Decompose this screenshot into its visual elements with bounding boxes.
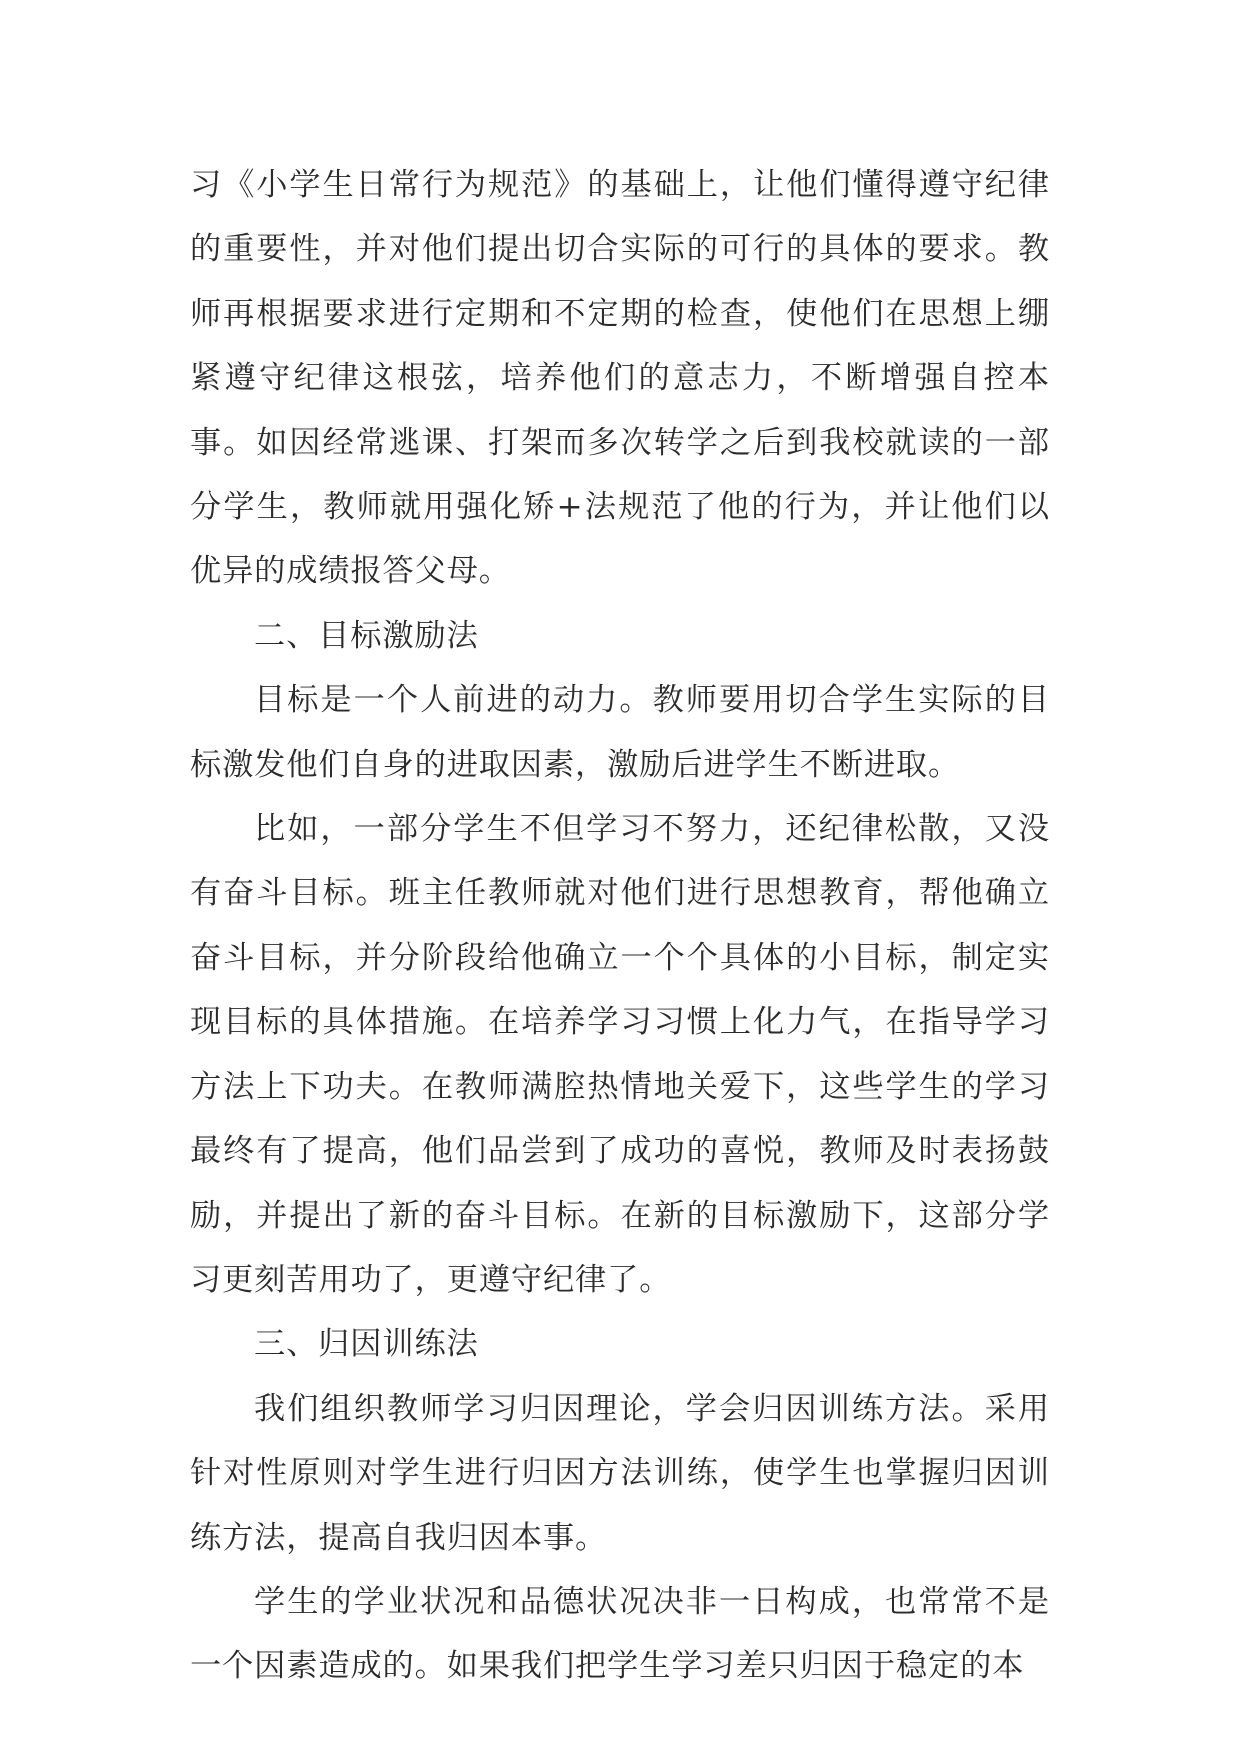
paragraph-discipline-continued: 习《小学生日常行为规范》的基础上，让他们懂得遵守纪律的重要性，并对他们提出切合实际的可行的具体的要求。教师再根据要求进行定期和不定期的检查，使他们在思想上绷紧遵守纪律这根弦，培养他们的意志力，不断增强自控本事。如因经常逃课、打架而多次转学之后到我校就读的一部分学生，教师就用强化矫+法规范了他的行为，并让他们以优异的成绩报答父母。 (190, 167, 1050, 590)
paragraph-attribution-method: 我们组织教师学习归因理论，学会归因训练方法。采用针对性原则对学生进行归因方法训练，使学生也掌握归因训练方法，提高自我归因本事。 (190, 1390, 1050, 1556)
paragraph-goal-example: 比如，一部分学生不但学习不努力，还纪律松散，又没有奋斗目标。班主任教师就对他们进行思想教育，帮他确立奋斗目标，并分阶段给他确立一个个具体的小目标，制定实现目标的具体措施。在培养学习习惯上化力气，在指导学习方法上下功夫。在教师满腔热情地关爱下，这些学生的学习最终有了提高，他们品尝到了成功的喜悦，教师及时表扬鼓励，并提出了新的奋斗目标。在新的目标激励下，这部分学习更刻苦用功了，更遵守纪律了。 (190, 811, 1050, 1298)
paragraph-attribution-causes: 学生的学业状况和品德状况决非一日构成，也常常不是一个因素造成的。如果我们把学生学习差只归因于稳定的本 (190, 1583, 1050, 1685)
document-body (190, 153, 1050, 1699)
section-heading-goal-motivation: 二、目标激励法 (254, 617, 479, 654)
section-heading-attribution-training: 三、归因训练法 (254, 1326, 479, 1363)
paragraph-goal-definition: 目标是一个人前进的动力。教师要用切合学生实际的目标激发他们自身的进取因素，激励后进学生不断进取。 (190, 682, 1050, 783)
